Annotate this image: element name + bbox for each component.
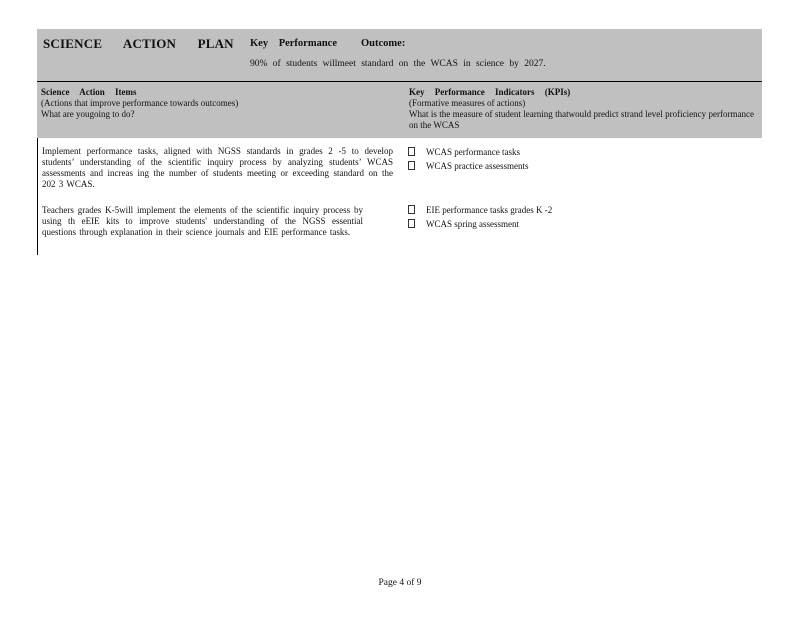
table-header: [37, 82, 762, 138]
action-items-subtitle: (Actions that improve performance towards outcomes): [41, 98, 239, 108]
kpo-label: [250, 38, 405, 49]
kpi-text: EIE performance tasks grades K -2: [426, 205, 553, 215]
kpi-question: What is the measure of student learning thatwould predict strand level proficiency performance on the WCAS: [409, 109, 754, 130]
action-items-question: What are yougoing to do?: [41, 109, 135, 119]
kpi-list: [408, 146, 528, 174]
kpi-text: WCAS spring assessment: [426, 219, 519, 229]
kpo-outcome-label: Outcome:: [361, 38, 406, 49]
plan-banner: [37, 29, 762, 82]
bullet-icon: [408, 204, 426, 218]
page-title: SCIENCE ACTION PLAN: [43, 36, 234, 51]
action-item: Teachers grades K-5will implement the elements of the scientific inquiry process by using th eEIE kits to improve students' understanding of the NGSS essential questions through explanation in their science journals and EIE performance tasks.: [42, 205, 363, 237]
action-items-heading: Science Action Items: [41, 87, 137, 97]
list-item: [408, 146, 528, 160]
kpi-text: WCAS practice assessments: [426, 161, 529, 171]
table-left-border: [37, 138, 38, 255]
kpi-subtitle: (Formative measures of actions): [409, 98, 526, 108]
bullet-icon: [408, 218, 426, 232]
action-item: Implement performance tasks, aligned with NGSS standards in grades 2 -5 to develop students’ understanding of the scientific inquiry process by analyzing students’ WCAS assessments and increas ing the number of students meeting or exceeding standard on the 202 3 WCAS.: [42, 146, 393, 189]
kpi-header: [409, 87, 754, 131]
page-number: Page 4 of 9: [378, 578, 422, 588]
list-item: [408, 218, 552, 232]
bullet-icon: [408, 160, 426, 174]
action-items-header: [41, 87, 396, 120]
list-item: [408, 204, 552, 218]
kpi-text: WCAS performance tasks: [426, 147, 520, 157]
kpo-label-text: Key Performance: [250, 38, 338, 49]
kpi-list: [408, 204, 552, 232]
kpi-heading: Key Performance Indicators (KPIs): [409, 87, 571, 97]
bullet-icon: [408, 146, 426, 160]
list-item: [408, 160, 528, 174]
kpo-outcome-text: 90% of students willmeet standard on the WCAS in science by 2027.: [250, 59, 546, 69]
